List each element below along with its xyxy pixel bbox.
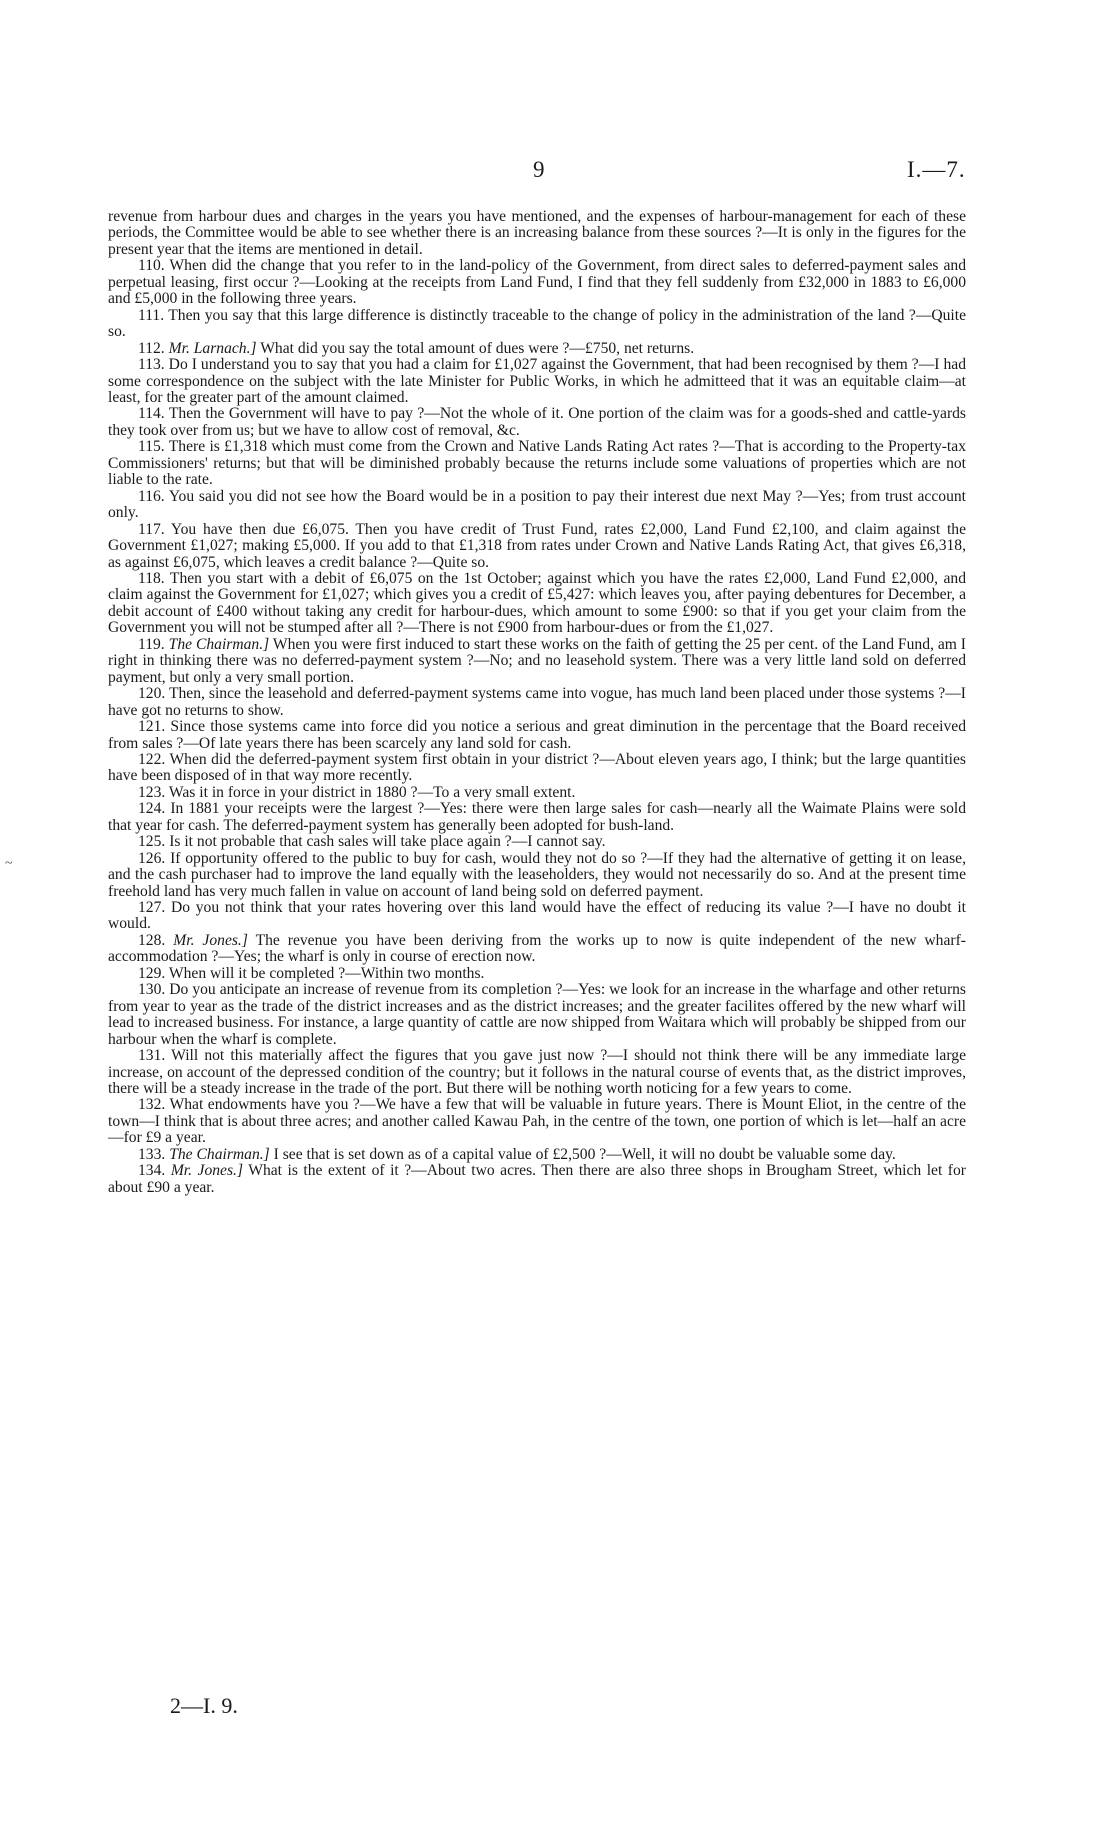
paragraph-text: The revenue you have been deriving from the works up to now is quite independent of the new wharf-accommodation ?—Yes; the wharf is only in course of erection now. [108,931,966,966]
paragraph [108,1163,966,1196]
page-code: I.—7. [907,157,966,182]
paragraph: 110. When did the change that you refer to in the land-policy of the Government, from direct sales to deferred-payment sales and perpetual leasing, first occur ?—Looking at the receipts from Land Fund, I find that they fell suddenly from £32,000 in 1883 to £6,000 and £5,000 in the following three years. [108,257,966,308]
speaker-name: The Chairman.] [168,635,270,653]
question-number: 133. [138,1145,166,1163]
speaker-name: Mr. Jones.] [170,1162,244,1180]
page-number: 9 [533,157,545,182]
paragraph: 120. Then, since the leasehold and deferred-payment systems came into vogue, has much land been placed under those systems ?—I have got no returns to show. [108,685,966,719]
paragraph: 124. In 1881 your receipts were the largest ?—Yes: there were then large sales for cash—nearly all the Waimate Plains were sold that year for cash. The deferred-payment system has generally been adopted for bush-land. [108,800,966,834]
paragraph: 131. Will not this materially affect the figures that you gave just now ?—I should not think there will be any immediate large increase, on account of the depressed condition of the country; but it follows in the natural course of events that, as the district improves, there will be a steady increase in the trade of the port. But there will be nothing worth noticing for a few years to come. [108,1047,966,1098]
paragraph: 126. If opportunity offered to the public to buy for cash, would they not do so ?—If they had the alternative of getting it on lease, and the cash purchaser had to improve the land equally with the leaseholders, they would not necessarily do so. And at the present time freehold land has very much fallen in value on account of land being sold on deferred payment. [108,849,966,900]
paragraph: 127. Do you not think that your rates hovering over this land would have the effect of reducing its value ?—I have no doubt it would. [108,899,966,933]
paragraph: 115. There is £1,318 which must come from the Crown and Native Lands Rating Act rates ?—That is according to the Property-tax Commissioners' returns; but that will be diminished probably because the returns include some valuations of properties which are not liable to the rate. [108,438,966,489]
speaker-name: Mr. Larnach.] [168,339,257,357]
paragraph-text: What did you say the total amount of dues were ?—£750, net returns. [260,339,695,357]
paragraph: 113. Do I understand you to say that you had a claim for £1,027 against the Government, that had been recognised by them ?—I had some correspondence on the subject with the late Minister for Public Works, in which he admitteed that it was an equitable claim—at least, for the greater part of the amount claimed. [108,356,966,406]
question-number: 112. [138,339,165,357]
document-body [108,209,966,1196]
paragraph [108,933,966,966]
paragraph: 117. You have then due £6,075. Then you have credit of Trust Fund, rates £2,000, Land Fund £2,100, and claim against the Government £1,027; making £5,000. If you add to that £1,318 from rates under Crown and Native Lands Rating Act, that gives £6,318, as against £6,075, which leaves a credit balance ?—Quite so. [108,520,966,571]
paragraph: revenue from harbour dues and charges in the years you have mentioned, and the expenses of harbour-management for each of these periods, the Committee would be able to see whether there is an increasing balance from these sources ?—It is only in the figures for the present year that the items are mentioned in detail. [108,208,966,258]
paragraph: 118. Then you start with a debit of £6,075 on the 1st October; against which you have the rates £2,000, Land Fund £2,000, and claim against the Government for £1,027; which gives you a credit of £5,427: which leaves you, after paying debentures for December, a debit account of £400 without taking any credit for harbour-dues, which amount to some £900: so that if you get your claim from the Government you will not be stumped after all ?—There is not £900 from harbour-dues or from the £1,027. [108,569,966,637]
paragraph: 130. Do you anticipate an increase of revenue from its completion ?—Yes: we look for an increase in the wharfage and other returns from year to year as the trade of the district increases and as the district increases; and the greater facilites offered by the new wharf will lead to increased business. For instance, a large quantity of cattle are now shipped from Waitara which will probably be shipped from our harbour when the wharf is complete. [108,981,966,1048]
paragraph-text: I see that is set down as of a capital value of £2,500 ?—Well, it will no doubt be valuable some day. [273,1145,896,1163]
paragraph: 129. When will it be completed ?—Within two months. [138,964,485,982]
paragraph [108,1147,966,1163]
signature-mark: 2—I. 9. [170,1693,238,1718]
margin-mark: ~ [5,856,13,871]
paragraph: 125. Is it not probable that cash sales will take place again ?—I cannot say. [138,833,606,851]
paragraph [108,637,966,686]
paragraph-text: When you were first induced to start these works on the faith of getting the 25 per cent. of the Land Fund, am I right in thinking there was no deferred-payment system ?—No; and no leasehold system. There was a very little land sold on deferred payment, but only a very small portion. [108,635,966,686]
question-number: 134. [138,1162,166,1180]
paragraph [108,341,966,357]
paragraph: 116. You said you did not see how the Board would be in a position to pay their interest due next May ?—Yes; from trust account only. [108,487,966,522]
paragraph: 111. Then you say that this large difference is distinctly traceable to the change of policy in the administration of the land ?—Quite so. [108,306,966,341]
question-number: 128. [138,931,166,949]
paragraph-text: What is the extent of it ?—About two acres. Then there are also three shops in Brougham Street, which let for about £90 a year. [108,1162,966,1196]
paragraph: 123. Was it in force in your district in 1880 ?—To a very small extent. [138,783,576,801]
question-number: 119. [138,635,165,653]
paragraph: 122. When did the deferred-payment system first obtain in your district ?—About eleven years ago, I think; but the large quantities have been disposed of in that way more recently. [108,750,966,785]
paragraph: 132. What endowments have you ?—We have a few that will be valuable in future years. There is Mount Eliot, in the centre of the town—I think that is about three acres; and another called Kawau Pah, in the centre of the town, one portion of which is let—half an acre—for £9 a year. [108,1096,966,1147]
paragraph: 114. Then the Government will have to pay ?—Not the whole of it. One portion of the claim was for a goods-shed and cattle-yards they took over from us; but we have to allow cost of removal, &c. [108,405,966,439]
speaker-name: The Chairman.] [169,1145,270,1163]
paragraph: 121. Since those systems came into force did you notice a serious and great diminution in the percentage that the Board received from sales ?—Of late years there has been scarcely any land sold for cash. [108,718,966,752]
speaker-name: Mr. Jones.] [173,931,248,949]
